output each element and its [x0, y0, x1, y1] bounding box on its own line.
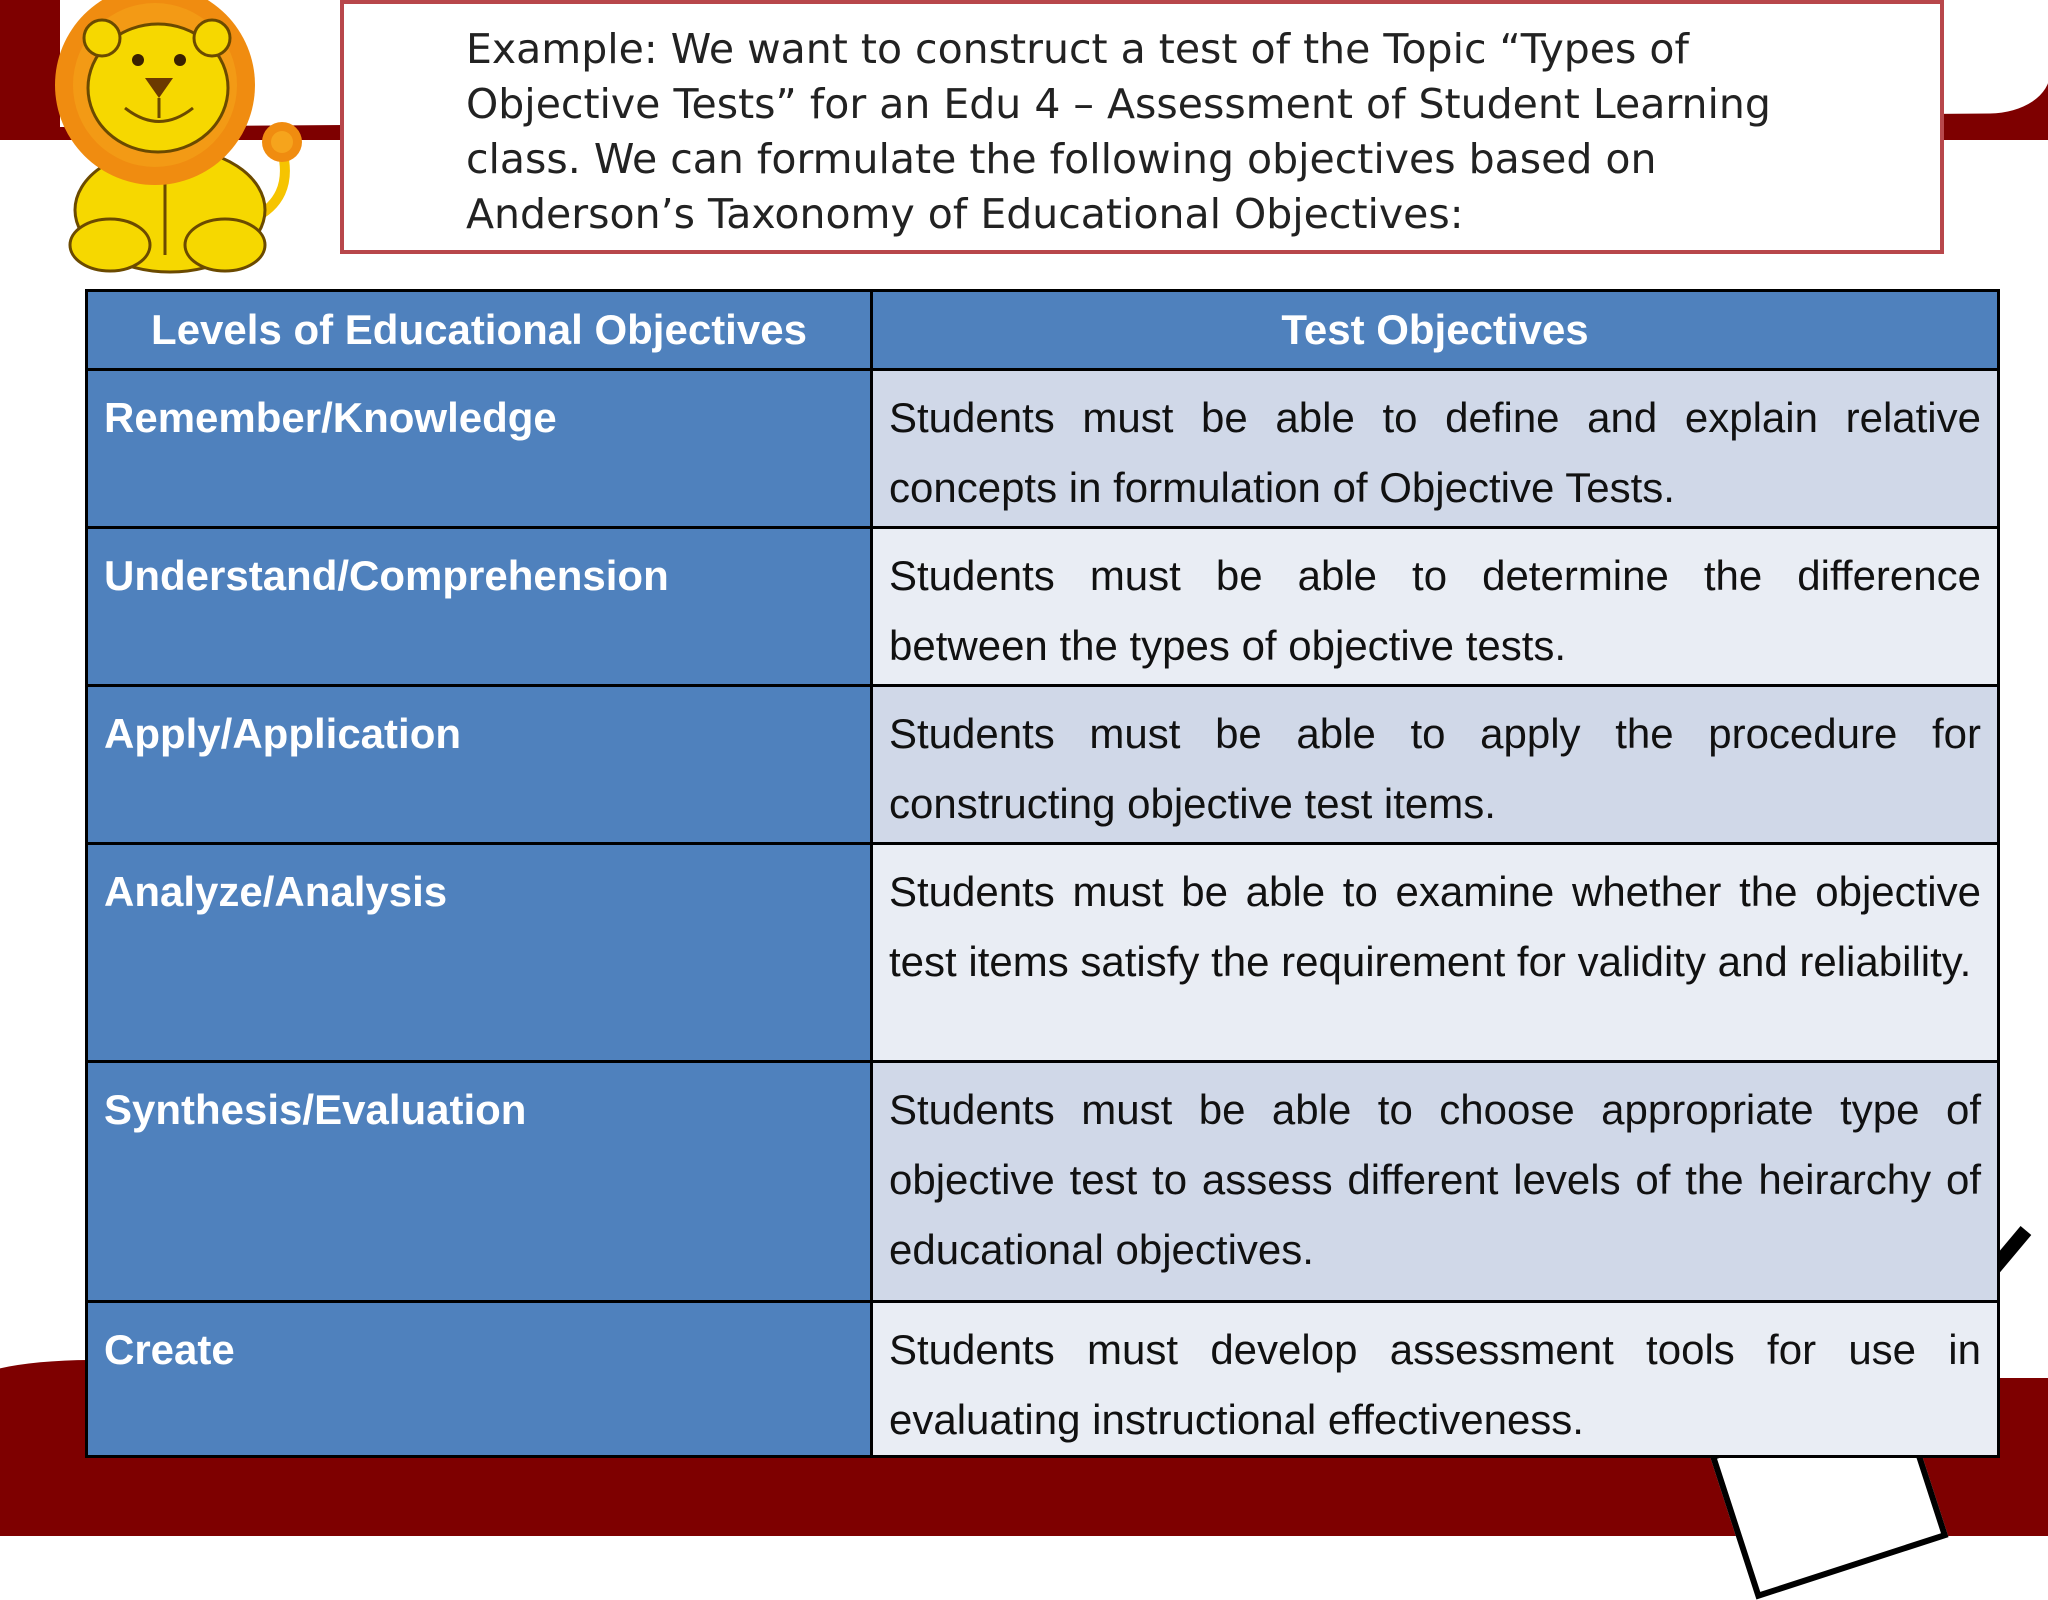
table-row: [87, 528, 1999, 686]
level-cell: Analyze/Analysis: [87, 844, 872, 1062]
objective-cell: Students must be able to choose appropriate type of objective test to assess different levels of the heirarchy of educational objectives.: [872, 1062, 1999, 1302]
header-test-objectives: Test Objectives: [872, 291, 1999, 370]
table-row: [87, 1062, 1999, 1302]
level-cell: Synthesis/Evaluation: [87, 1062, 872, 1302]
level-cell: Understand/Comprehension: [87, 528, 872, 686]
table-row: [87, 686, 1999, 844]
table-row: [87, 844, 1999, 1062]
header-levels: Levels of Educational Objectives: [87, 291, 872, 370]
lion-mascot-icon: [20, 0, 320, 280]
level-cell: Apply/Application: [87, 686, 872, 844]
table-header-row: [87, 291, 1999, 370]
objectives-table: [85, 289, 2000, 1458]
intro-text-box: [340, 0, 1944, 254]
objective-cell: Students must be able to apply the procedure for constructing objective test items.: [872, 686, 1999, 844]
level-cell: Remember/Knowledge: [87, 370, 872, 528]
objective-cell: Students must be able to define and explain relative concepts in formulation of Objective Tests.: [872, 370, 1999, 528]
objective-cell: Students must be able to examine whether the objective test items satisfy the requirement for validity and reliability.: [872, 844, 1999, 1062]
table-row: [87, 370, 1999, 528]
level-cell: Create: [87, 1302, 872, 1457]
objective-cell: Students must be able to determine the difference between the types of objective tests.: [872, 528, 1999, 686]
table-row: [87, 1302, 1999, 1457]
objective-cell: Students must develop assessment tools for use in evaluating instructional effectiveness.: [872, 1302, 1999, 1457]
intro-text: Example: We want to construct a test of the Topic “Types of Objective Tests” for an Edu 4 – Assessment of Student Learning class. We can formulate the following objectives based on Anderson’s Taxonomy of Educational Objectives:: [466, 25, 1771, 238]
